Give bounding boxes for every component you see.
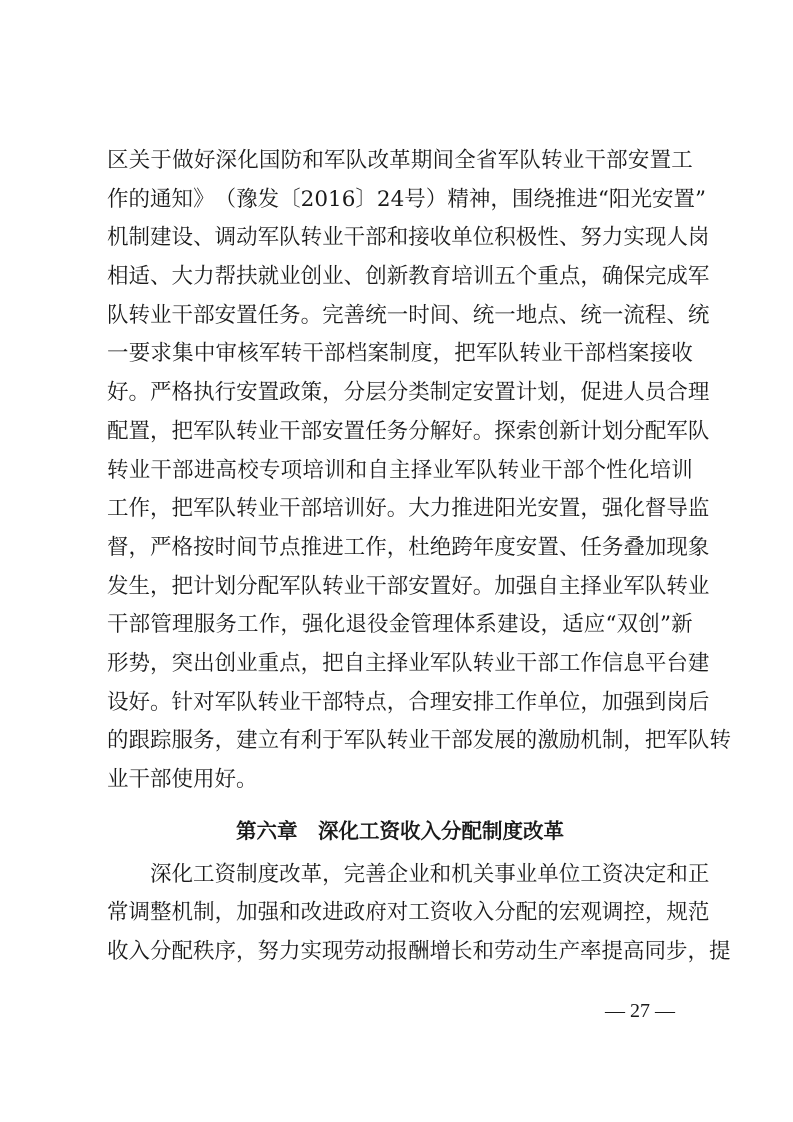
text-line: 作 的 通 知 》 （ 豫 发 〔 2 0 1 6 〕 2 4 号 ） 精 神 ， 围 绕 推 进 “ 阳 光 安 置 ”: [107, 186, 706, 212]
text-line: 收入分配秩序，努力实现劳动报酬增长和劳动生产率提高同步，提: [107, 939, 731, 965]
text-line: 工 作 ， 把 军 队 转 业 干 部 培 训 好 。 大 力 推 进 阳 光 安 置 ， 强 化 督 导 监: [107, 496, 710, 522]
text-line: 业干部使用好。: [107, 767, 258, 792]
text-line: 机 制 建 设 、 调 动 军 队 转 业 干 部 和 接 收 单 位 积 极 性 、 努 力 实 现 人 岗: [107, 225, 710, 251]
page-number: — 27 —: [605, 1000, 675, 1022]
body-text: [107, 142, 731, 972]
text-line: 的 跟 踪 服 务 ， 建 立 有 利 于 军 队 转 业 干 部 发 展 的 激 励 机 制 ， 把 军 队 转: [107, 728, 731, 754]
paragraph-wage-reform: [107, 856, 731, 972]
text-line: 督 ， 严 格 按 时 间 节 点 推 进 工 作 ， 杜 绝 跨 年 度 安 置 、 任 务 叠 加 现 象: [107, 534, 710, 560]
text-line: 干 部 管 理 服 务 工 作 ， 强 化 退 役 金 管 理 体 系 建 设 ， 适 应 “ 双 创 ” 新: [107, 612, 693, 638]
text-line: 形 势 ， 突 出 创 业 重 点 ， 把 自 主 择 业 军 队 转 业 干 部 工 作 信 息 平 台 建: [107, 650, 710, 676]
text-line: 设 好 。 针 对 军 队 转 业 干 部 特 点 ， 合 理 安 排 工 作 单 位 ， 加 强 到 岗 后: [107, 689, 710, 715]
text-line: 队 转 业 干 部 安 置 任 务 。 完 善 统 一 时 间 、 统 一 地 点 、 统 一 流 程 、 统: [107, 302, 710, 328]
text-line: 配 置 ， 把 军 队 转 业 干 部 安 置 任 务 分 解 好 。 探 索 创 新 计 划 分 配 军 队: [107, 418, 710, 444]
text-line: 深 化 工 资 制 度 改 革 ， 完 善 企 业 和 机 关 事 业 单 位 工 资 决 定 和 正: [150, 861, 710, 887]
paragraph-military-transfer: [107, 142, 731, 800]
chapter-heading: 第六章 深化工资收入分配制度改革: [236, 818, 564, 843]
text-line: 常 调 整 机 制 ， 加 强 和 改 进 政 府 对 工 资 收 入 分 配 的 宏 观 调 控 ， 规 范: [107, 900, 710, 926]
text-line: 好 。 严 格 执 行 安 置 政 策 ， 分 层 分 类 制 定 安 置 计 划 ， 促 进 人 员 合 理: [107, 380, 710, 406]
text-line: 相 适 、 大 力 帮 扶 就 业 创 业 、 创 新 教 育 培 训 五 个 重 点 ， 确 保 完 成 军: [107, 264, 710, 290]
text-line: 转 业 干 部 进 高 校 专 项 培 训 和 自 主 择 业 军 队 转 业 干 部 个 性 化 培 训: [107, 457, 693, 483]
text-line: 区 关 于 做 好 深 化 国 防 和 军 队 改 革 期 间 全 省 军 队 转 业 干 部 安 置 工: [107, 148, 693, 173]
text-line: 发 生 ， 把 计 划 分 配 军 队 转 业 干 部 安 置 好 。 加 强 自 主 择 业 军 队 转 业: [107, 573, 710, 599]
text-line: 一 要 求 集 中 审 核 军 转 干 部 档 案 制 度 ， 把 军 队 转 业 干 部 档 案 接 收: [107, 341, 693, 367]
